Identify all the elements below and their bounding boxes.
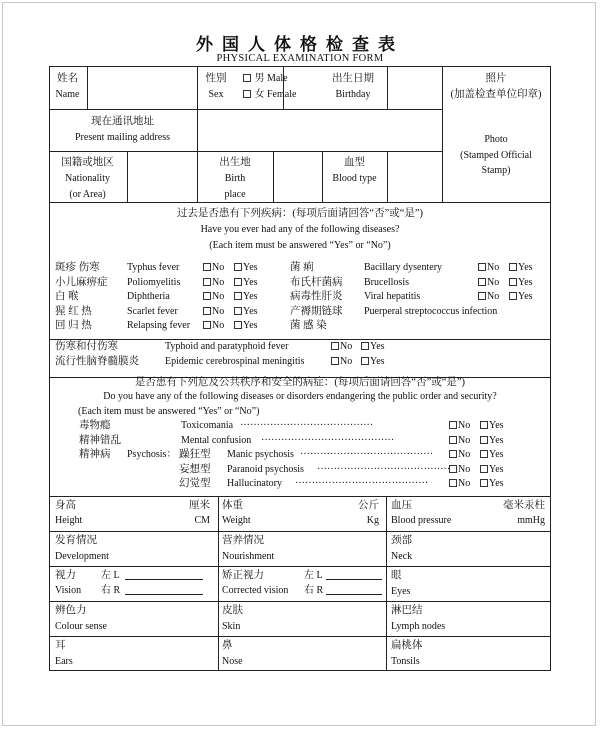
form-subtitle: PHYSICAL EXAMINATION FORM [216, 53, 384, 64]
disease-left-1-no-option[interactable] [203, 276, 224, 291]
yes-label: Yes [370, 356, 385, 367]
no-label: No [487, 276, 500, 288]
no-checkbox[interactable] [203, 307, 211, 315]
disease-left-3-row [55, 305, 305, 320]
no-label: No [212, 320, 225, 331]
yes-label: Yes [518, 262, 533, 273]
birthplace-label: 出生地 Birth place [219, 157, 251, 200]
diseases-right-list [290, 261, 550, 334]
sex-label: 性别 Sex [205, 73, 227, 101]
disease-right-0-yes-option[interactable] [509, 261, 533, 276]
disease-left-0-row [55, 261, 305, 276]
disease-left-4-no-option[interactable] [203, 319, 224, 334]
disease-right-2-en: Viral hepatitis [364, 291, 421, 302]
disease-left-2-cn: 白 喉 [55, 291, 79, 302]
yes-label: Yes [243, 305, 258, 317]
yes-label: Yes [243, 262, 258, 273]
manic-yes[interactable] [480, 450, 488, 458]
nationality-label: 国籍或地区 Nationality (or Area) [61, 157, 114, 200]
disease-left-2-row [55, 290, 305, 305]
public-items [55, 419, 555, 492]
disease-right-2-no-option[interactable] [478, 290, 499, 305]
paranoid-yes[interactable] [480, 465, 488, 473]
disease-left-4-yes-option[interactable] [234, 319, 258, 334]
diseases-extra-list [55, 339, 545, 369]
yes-checkbox[interactable] [361, 342, 369, 350]
yes-label: Yes [518, 276, 533, 288]
disease-left-3-cn: 猩 红 热 [55, 305, 92, 317]
disease-left-3-en: Scarlet fever [127, 305, 178, 317]
yes-checkbox[interactable] [509, 263, 517, 271]
disease-extra-0-cn: 伤寒和付伤寒 [55, 341, 118, 352]
no-label: No [212, 276, 225, 288]
disease-left-1-yes-option[interactable] [234, 276, 258, 291]
no-label: No [487, 291, 500, 302]
disease-right-4-row [290, 319, 550, 334]
disease-right-3-cn: 产褥期链球 [290, 305, 343, 317]
disease-right-0-row [290, 261, 550, 276]
photo-box[interactable]: 照片 (加盖检查单位印章) [450, 73, 542, 101]
disease-left-3-yes-option[interactable] [234, 305, 258, 320]
lymph-nodes-cell[interactable]: 淋巴结 Lymph nodes [391, 605, 446, 633]
disease-left-2-yes-option[interactable] [234, 290, 258, 305]
disease-left-0-en: Typhus fever [127, 262, 180, 273]
bloodtype-label: 血型 Blood type [332, 157, 377, 185]
no-checkbox[interactable] [203, 263, 211, 271]
nationality-field[interactable] [127, 152, 196, 200]
no-label: No [212, 291, 225, 302]
hallucinatory-no[interactable] [449, 479, 457, 487]
disease-right-2-cn: 病毒性肝炎 [290, 291, 343, 302]
no-checkbox[interactable] [203, 292, 211, 300]
eyes-cell[interactable]: 眼 Eyes [391, 570, 411, 598]
vision-cell[interactable]: 视力 左 L Vision 右 R [55, 568, 215, 598]
female-checkbox[interactable] [243, 90, 251, 98]
disease-left-3-no-option[interactable] [203, 305, 224, 320]
no-label: No [340, 341, 353, 352]
no-checkbox[interactable] [331, 357, 339, 365]
disease-right-2-row [290, 290, 550, 305]
weight-cell[interactable]: 体重 公斤 Weight Kg [222, 500, 379, 526]
hallucinatory-yes[interactable] [480, 479, 488, 487]
ears-cell[interactable]: 耳 Ears [55, 640, 73, 668]
public-note: (Each item must be answered “Yes” or “No”) [78, 406, 260, 417]
disease-left-1-row [55, 276, 305, 291]
female-option[interactable]: 女 Female [243, 87, 338, 103]
disease-right-0-no-option[interactable] [478, 261, 499, 276]
disease-extra-0-yes-option[interactable] [361, 339, 385, 354]
yes-checkbox[interactable] [234, 263, 242, 271]
neck-cell[interactable]: 颈部 Neck [391, 535, 413, 563]
disease-left-2-no-option[interactable] [203, 290, 224, 305]
disease-left-0-cn: 斑疹 伤寒 [55, 262, 100, 273]
photo-stamp-note: Photo (Stamped Official Stamp) [460, 134, 532, 176]
name-label: 姓名 Name [55, 73, 80, 101]
disease-extra-0-no-option[interactable] [331, 339, 352, 354]
disease-left-0-no-option[interactable] [203, 261, 224, 276]
yes-checkbox[interactable] [361, 357, 369, 365]
hallucinatory-row: 幻觉型 Hallucinatory ········································ No Yes [179, 478, 504, 489]
yes-checkbox[interactable] [234, 292, 242, 300]
disease-extra-1-en: Epidemic cerebrospinal meningitis [165, 356, 305, 367]
yes-label: Yes [243, 320, 258, 331]
yes-checkbox[interactable] [234, 278, 242, 286]
toxicomania-row: 毒物瘾 Toxicomania ········································ No Yes [79, 420, 504, 431]
nose-cell[interactable]: 鼻 Nose [222, 640, 243, 668]
yes-label: Yes [518, 291, 533, 302]
development-cell[interactable]: 发育情况 Development [55, 535, 109, 563]
disease-right-1-cn: 布氏杆菌病 [290, 276, 343, 288]
manic-no[interactable] [449, 450, 457, 458]
toxicomania-yes[interactable] [480, 421, 488, 429]
nourishment-cell[interactable]: 营养情况 Nourishment [222, 535, 275, 563]
no-checkbox[interactable] [478, 292, 486, 300]
confusion-row: 精神错乱 Mental confusion ········································ No Yes [79, 434, 504, 446]
disease-left-2-en: Diphtheria [127, 291, 170, 302]
bloodtype-field[interactable] [387, 152, 441, 200]
disease-extra-1-row [55, 354, 545, 369]
birthplace-field[interactable] [273, 152, 321, 200]
no-label: No [212, 262, 225, 273]
disease-right-1-en: Brucellosis [364, 276, 409, 288]
birthday-label: 出生日期 Birthday [332, 73, 374, 101]
disease-right-4-cn: 菌 感 染 [290, 320, 327, 331]
male-option[interactable]: 男 Male [243, 71, 338, 87]
no-label: No [487, 262, 500, 273]
diseases-left-list [55, 261, 305, 334]
toxicomania-no[interactable] [449, 421, 457, 429]
diseases-question: 过去是否患有下列疾病：(每项后面请回答“否”或“是”) Have you ever had any of the following diseases? (Each item must be answered “Yes” or “No”) [176, 208, 424, 251]
blood-pressure-cell[interactable]: 血压 毫米汞柱 Blood pressure mmHg [391, 500, 545, 526]
skin-cell[interactable]: 皮肤 Skin [222, 605, 243, 633]
confusion-no[interactable] [449, 436, 457, 444]
no-checkbox[interactable] [478, 263, 486, 271]
disease-extra-1-no-option[interactable] [331, 354, 352, 369]
disease-extra-1-cn: 流行性脑脊髓膜炎 [55, 356, 139, 367]
paranoid-row: 妄想型 Paranoid psychosis ········································ No Yes [179, 463, 504, 475]
corrected-vision-cell[interactable]: 矫正视力 左 L Corrected vision 右 R [222, 568, 387, 598]
height-cell[interactable]: 身高 厘米 Height CM [55, 500, 210, 526]
yes-label: Yes [243, 276, 258, 288]
no-checkbox[interactable] [478, 278, 486, 286]
yes-checkbox[interactable] [509, 292, 517, 300]
confusion-yes[interactable] [480, 436, 488, 444]
no-checkbox[interactable] [203, 278, 211, 286]
address-field[interactable] [197, 110, 441, 150]
disease-extra-0-en: Typhoid and paratyphoid fever [165, 341, 289, 352]
disease-left-4-en: Relapsing fever [127, 320, 191, 331]
public-question: 是否患有下列危及公共秩序和安全的病症：(每项后面请回答“否”或“是”) Do you have any of the following diseases or disorders endangering the public order and security? [103, 377, 497, 402]
yes-checkbox[interactable] [509, 278, 517, 286]
disease-right-3-en: Puerperal streptococcus infection [364, 305, 498, 317]
disease-extra-0-row [55, 339, 545, 354]
address-label: 现在通讯地址 Present mailing address [75, 116, 170, 144]
yes-label: Yes [243, 291, 258, 302]
disease-right-1-row [290, 276, 550, 291]
form-title: 外国人体格检查表 [196, 35, 404, 54]
disease-left-1-cn: 小儿麻痹症 [55, 276, 108, 288]
disease-right-0-cn: 菌 痢 [290, 262, 314, 273]
disease-left-4-row [55, 319, 305, 334]
disease-left-4-cn: 回 归 热 [55, 320, 92, 331]
male-checkbox[interactable] [243, 74, 251, 82]
paranoid-no[interactable] [449, 465, 457, 473]
no-checkbox[interactable] [331, 342, 339, 350]
manic-row: 精神病 Psychosis： 躁狂型 Manic psychosis ········································ No Yes [79, 449, 504, 460]
disease-right-2-yes-option[interactable] [509, 290, 533, 305]
yes-label: Yes [370, 341, 385, 352]
no-label: No [340, 356, 353, 367]
disease-extra-1-yes-option[interactable] [361, 354, 385, 369]
disease-right-1-yes-option[interactable] [509, 276, 533, 291]
colour-sense-cell[interactable]: 辨色力 Colour sense [55, 605, 107, 633]
tonsils-cell[interactable]: 扁桃体 Tonsils [391, 640, 423, 668]
birthday-field[interactable] [387, 71, 441, 107]
disease-right-3-row [290, 305, 550, 320]
disease-left-0-yes-option[interactable] [234, 261, 258, 276]
no-label: No [212, 305, 225, 317]
yes-checkbox[interactable] [234, 321, 242, 329]
yes-checkbox[interactable] [234, 307, 242, 315]
no-checkbox[interactable] [203, 321, 211, 329]
disease-left-1-en: Poliomyelitis [127, 276, 181, 288]
disease-right-1-no-option[interactable] [478, 276, 499, 291]
disease-right-0-en: Bacillary dysentery [364, 262, 443, 273]
